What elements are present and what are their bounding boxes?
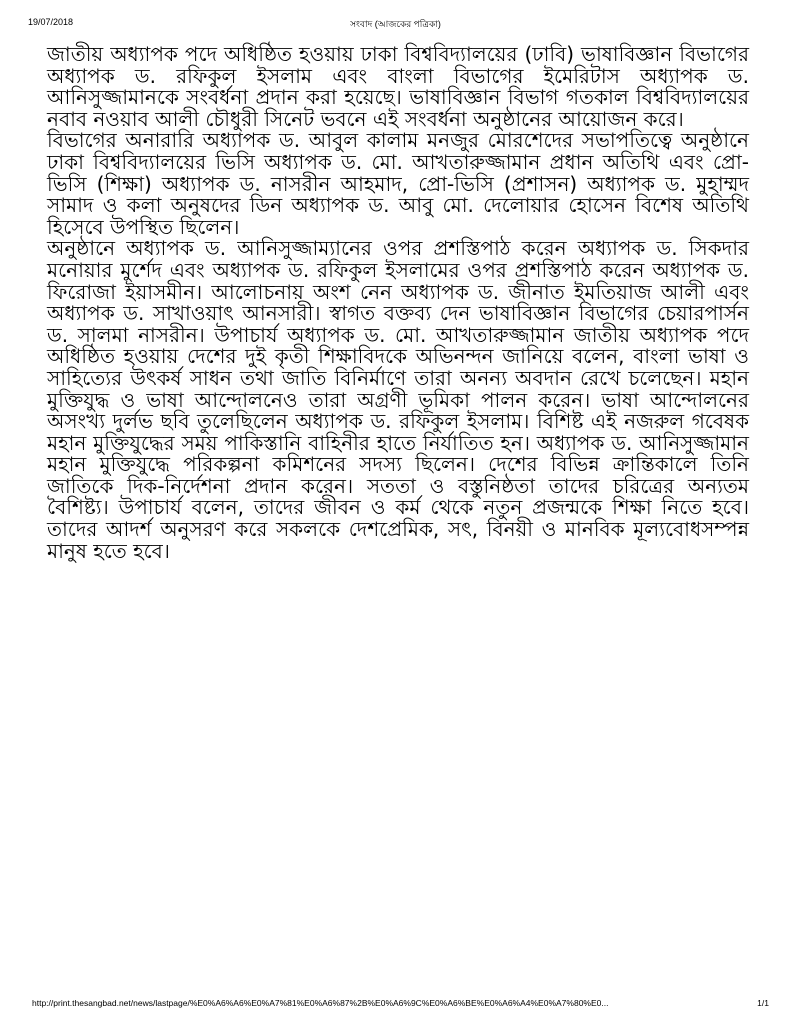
print-footer [32, 998, 769, 1010]
article-paragraph: অনুষ্ঠানে অধ্যাপক ড. আনিসুজ্জাম্যানের ওপর প্রশস্তিপাঠ করেন অধ্যাপক ড. সিকদার মনোয়ার মুর্শেদ এবং অধ্যাপক ড. রফিকুল ইসলামের ওপর প্রশস্তিপাঠ করেন অধ্যাপক ড. ফিরোজা ইয়াসমীন। আলোচনায় অংশ নেন অধ্যাপক ড. জীনাত ইমতিয়াজ আলী এবং অধ্যাপক ড. সাখাওয়াৎ আনসারী। স্বাগত বক্তব্য দেন ভাষাবিজ্ঞান বিভাগের চেয়ারপার্সন ড. সালমা নাসরীন। উপাচার্য অধ্যাপক ড. মো. আখতারুজ্জামান জাতীয় অধ্যাপক পদে অধিষ্ঠিত হওয়ায় দেশের দুই কৃতী শিক্ষাবিদকে অভিনন্দন জানিয়ে বলেন, বাংলা ভাষা ও সাহিত্যের উৎকর্ষ সাধন তথা জাতি বিনির্মাণে তারা অনন্য অবদান রেখে চলেছেন। মহান মুক্তিযুদ্ধ ও ভাষা আন্দোলনেও তারা অগ্রণী ভূমিকা পালন করেন। ভাষা আন্দোলনের অসংখ্য দুর্লভ ছবি তুলেছিলেন অধ্যাপক ড. রফিকুল ইসলাম। বিশিষ্ট এই নজরুল গবেষক মহান মুক্তিযুদ্ধের সময় পাকিস্তানি বাহিনীর হাতে নির্যাতিত হন। অধ্যাপক ড. আনিসুজ্জামান মহান মুক্তিযুদ্ধে পরিকল্পনা কমিশনের সদস্য ছিলেন। দেশের বিভিন্ন ক্রান্তিকালে তিনি জাতিকে দিক-নির্দেশনা প্রদান করেন। সততা ও বস্তুনিষ্ঠতা তাদের চরিত্রের অন্যতম বৈশিষ্ট্য। উপাচার্য বলেন, তাদের জীবন ও কর্ম থেকে নতুন প্রজন্মকে শিক্ষা নিতে হবে। তাদের আদর্শ অনুসরণ করে সকলকে দেশপ্রেমিক, সৎ, বিনয়ী ও মানবিক মূল্যবোধসম্পন্ন মানুষ হতে হবে। [47, 236, 749, 563]
print-date: 19/07/2018 [28, 17, 74, 27]
article-paragraph: জাতীয় অধ্যাপক পদে অধিষ্ঠিত হওয়ায় ঢাকা বিশ্ববিদ্যালয়ের (ঢাবি) ভাষাবিজ্ঞান বিভাগের অধ্যাপক ড. রফিকুল ইসলাম এবং বাংলা বিভাগের ইমেরিটাস অধ্যাপক ড. আনিসুজ্জামানকে সংবর্ধনা প্রদান করা হয়েছে। ভাষাবিজ্ঞান বিভাগ গতকাল বিশ্ববিদ্যালয়ের নবাব নওয়াব আলী চৌধুরী সিনেট ভবনে এই সংবর্ধনা অনুষ্ঠানের আয়োজন করে। [47, 42, 749, 131]
page-number: 1/1 [757, 998, 769, 1008]
article-body [47, 44, 749, 562]
source-url: http://print.thesangbad.net/news/lastpage/%E0%A6%A6%E0%A7%81%E0%A6%87%2B%E0%A6%9C%E0%A6%BE%E0%A6%A4%E0%A7%80%E0... [32, 998, 609, 1008]
print-header [28, 17, 763, 31]
print-page-title: সংবাদ (আজকের পত্রিকা) [350, 19, 441, 29]
article-paragraph: বিভাগের অনারারি অধ্যাপক ড. আবুল কালাম মনজুর মোরশেদের সভাপতিত্বে অনুষ্ঠানে ঢাকা বিশ্ববিদ্যালয়ের ভিসি অধ্যাপক ড. মো. আখতারুজ্জামান প্রধান অতিথি এবং প্রো-ভিসি (শিক্ষা) অধ্যাপক ড. নাসরীন আহমাদ, প্রো-ভিসি (প্রশাসন) অধ্যাপক ড. মুহাম্মদ সামাদ ও কলা অনুষদের ডিন অধ্যাপক ড. আবু মো. দেলোয়ার হোসেন বিশেষ অতিথি হিসেবে উপস্থিত ছিলেন। [47, 128, 749, 239]
